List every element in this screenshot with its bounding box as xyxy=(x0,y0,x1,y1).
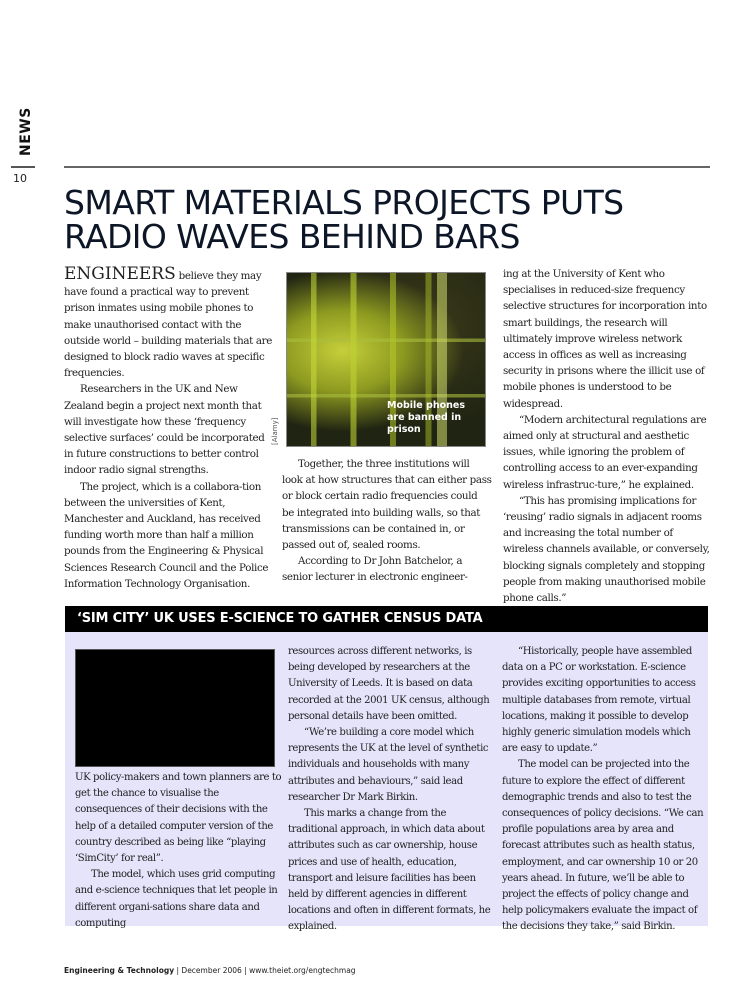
lead-word: ENGINEERS xyxy=(64,264,176,284)
sidebar-paragraph: “Historically, people have assembled data on a PC or workstation. E-science provides exciting opportunities to access multiple databases from remote, virtual locations, making it possible to develop highly generic simulation models which are easy to update.” xyxy=(502,646,696,755)
article-paragraph: Together, the three institutions will look at how structures that can either pass or block certain radio frequencies could be integrated into building walls, so that transmissions can be contained in, or passed out of, sealed rooms. xyxy=(282,458,492,552)
sidebar-image-placeholder xyxy=(75,649,275,767)
article-paragraph: ENGINEERS believe they may have found a practical way to prevent prison inmates using mobile phones to make unauthorised contact with the outside world – building materials that are designed to block radio waves at specific frequencies. xyxy=(64,264,272,380)
sidebar-column-2 xyxy=(288,644,498,936)
article-paragraph: ing at the University of Kent who specialises in reduced-size frequency selective structures for incorporation into smart buildings, the research will ultimately improve wireless network access in offices as well as increasing security in prisons where the illicit use of mobile phones is understood to be widespread. xyxy=(503,268,707,410)
photo-credit: [Alamy] xyxy=(271,417,279,445)
sidebar-story-box xyxy=(65,606,708,933)
article-headline xyxy=(64,183,704,256)
article-paragraph: Researchers in the UK and New Zealand begin a project next month that will investigate how these ‘frequency selective surfaces’ could be incorporated in future constructions to better control indoor radio signal strengths. xyxy=(64,383,265,477)
section-tab-rule xyxy=(11,166,35,168)
headline-line-1: SMART MATERIALS PROJECTS PUTS xyxy=(64,183,624,222)
sidebar-title: ‘SIM CITY’ UK USES E-SCIENCE TO GATHER CENSUS DATA xyxy=(77,611,483,626)
article-paragraph: “Modern architectural regulations are aimed only at structural and aesthetic issues, while ignoring the problem of controlling access to an ever-expanding wireless infrastruc-ture,” he explained. xyxy=(503,413,707,491)
section-tab xyxy=(14,107,44,164)
article-column-1 xyxy=(64,266,276,592)
header-rule xyxy=(64,166,710,168)
article-paragraph: The project, which is a collabora-tion between the universities of Kent, Manchester and Auckland, has received funding worth more than half a million pounds from the Engineering & Physical Sciences Research Council and the Police Information Technology Organisation. xyxy=(64,480,269,590)
issue-info: | December 2006 | www.theiet.org/engtechmag xyxy=(174,966,356,975)
article-paragraph: According to Dr John Batchelor, a senior lecturer in electronic engineer- xyxy=(282,555,468,584)
sidebar-column-1 xyxy=(75,770,285,932)
sidebar-paragraph: The model, which uses grid computing and e-science techniques that let people in different organi-sations share data and computing xyxy=(75,869,278,929)
sidebar-paragraph: UK policy-makers and town planners are to get the chance to visualise the consequences of their decisions with the help of a detailed computer version of the country described as being like “playing ‘SimCity’ for real”. xyxy=(75,772,282,865)
prison-bars-photo xyxy=(286,272,486,447)
headline-line-2: RADIO WAVES BEHIND BARS xyxy=(64,217,520,256)
sidebar-paragraph: resources across different networks, is being developed by researchers at the University of Leeds. It is based on data recorded at the 2001 UK census, although personal details have been omitted. xyxy=(288,646,490,722)
article-column-2 xyxy=(282,456,492,586)
page-number: 10 xyxy=(13,172,27,185)
sidebar-paragraph: This marks a change from the traditional approach, in which data about attributes such as car ownership, house prices and use of health, education, transport and leisure facilities has been held by different agencies in different locations and often in different formats, he explained. xyxy=(288,808,491,933)
publication-name: Engineering & Technology xyxy=(64,966,175,975)
sidebar-paragraph: “We’re building a core model which represents the UK at the level of synthetic individuals and households with many attributes and behaviours,” said lead researcher Dr Mark Birkin. xyxy=(288,727,489,803)
page-footer xyxy=(64,966,356,975)
sidebar-header xyxy=(65,606,708,632)
photo-caption: Mobile phones are banned in prison xyxy=(387,400,465,435)
article-column-3 xyxy=(503,266,713,606)
sidebar-paragraph: The model can be projected into the future to explore the effect of different demographic trends and also to test the consequences of policy decisions. “We can profile populations area by area and forecast attributes such as health status, employment, and car ownership 10 or 20 years ahead. In future, we’ll be able to project the effects of policy change and help policymakers evaluate the impact of the decisions they take,” said Birkin. xyxy=(502,759,704,933)
sidebar-column-3 xyxy=(502,644,708,936)
article-paragraph: “This has promising implications for ‘reusing’ radio signals in adjacent rooms and increasing the total number of wireless channels available, or conversely, blocking signals completely and stopping people from making unauthorised mobile phone calls.” xyxy=(503,494,710,605)
section-label: NEWS xyxy=(18,107,34,156)
